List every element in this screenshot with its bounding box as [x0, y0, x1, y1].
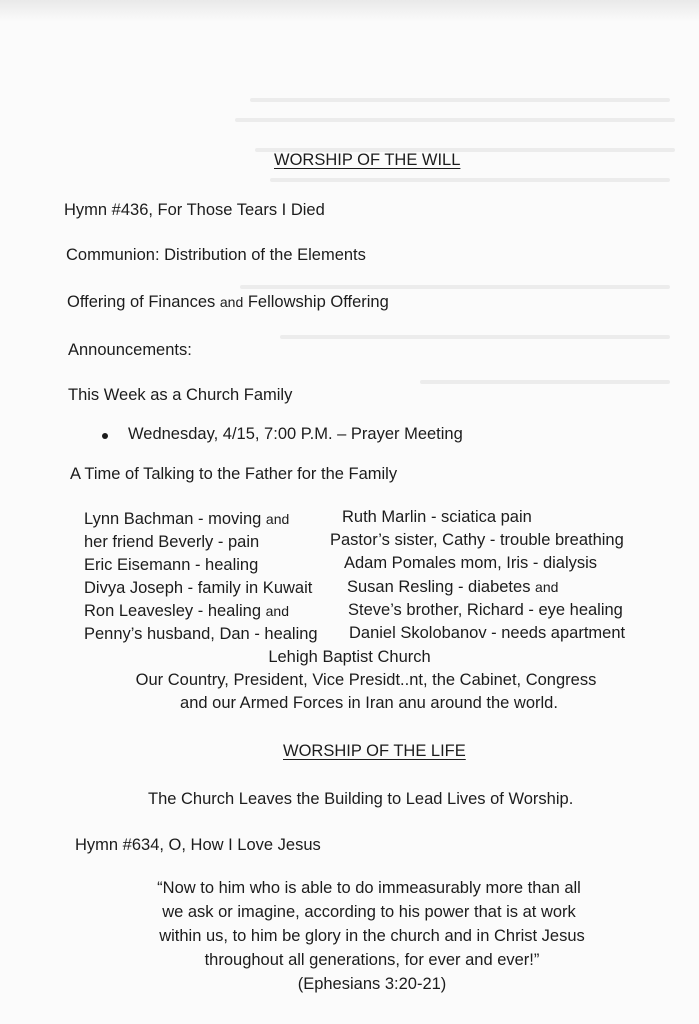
offering-finances: Offering of Finances: [67, 293, 216, 311]
bleed-through-mark: [250, 98, 670, 102]
announcements-label: Announcements:: [68, 341, 192, 359]
prayer-item-right: Steve’s brother, Richard - eye healing: [348, 601, 623, 619]
bleed-through-mark: [420, 380, 670, 384]
offering-fellowship: Fellowship Offering: [247, 293, 389, 311]
offering-line: [67, 292, 389, 312]
prayer-item-left: Divya Joseph - family in Kuwait: [84, 579, 313, 597]
prayer-time-heading: A Time of Talking to the Father for the Family: [70, 465, 398, 483]
prayer-item-left: Ron Leavesley - healing and: [84, 602, 289, 620]
scan-edge-shadow: [0, 0, 699, 22]
bleed-through-mark: [280, 335, 670, 339]
forces-prayer-line: and our Armed Forces in Iran anu around the world.: [180, 694, 558, 712]
bullet-icon: [102, 433, 108, 439]
section-heading-will: WORSHIP OF THE WILL: [274, 151, 461, 169]
this-week-label: This Week as a Church Family: [68, 386, 293, 404]
scripture-quote-line: within us, to him be glory in the church and in Christ Jesus: [159, 927, 585, 945]
country-prayer-line: Our Country, President, Vice Presidt..nt, the Cabinet, Congress: [135, 671, 597, 689]
bleed-through-mark: [235, 118, 675, 122]
scripture-quote-line: “Now to him who is able to do immeasurably more than all: [157, 879, 581, 897]
scripture-quote-line: we ask or imagine, according to his power that is at work: [162, 903, 576, 921]
church-name: Lehigh Baptist Church: [268, 648, 431, 666]
hymn-634: Hymn #634, O, How I Love Jesus: [75, 836, 321, 854]
scripture-reference: (Ephesians 3:20-21): [297, 975, 447, 993]
section-heading-life: WORSHIP OF THE LIFE: [283, 742, 466, 760]
bleed-through-mark: [270, 178, 670, 182]
prayer-item-left: Lynn Bachman - moving and: [84, 510, 290, 528]
hymn-436: Hymn #436, For Those Tears I Died: [64, 201, 325, 219]
prayer-item-left: Eric Eisemann - healing: [84, 556, 259, 574]
offering-and: and: [219, 294, 244, 310]
church-leaves-line: The Church Leaves the Building to Lead Lives of Worship.: [148, 790, 574, 808]
scripture-quote-line: throughout all generations, for ever and ever!”: [204, 951, 540, 969]
prayer-item-right: Adam Pomales mom, Iris - dialysis: [344, 554, 598, 572]
prayer-item-right: Pastor’s sister, Cathy - trouble breathing: [330, 531, 624, 549]
prayer-meeting-event: Wednesday, 4/15, 7:00 P.M. – Prayer Meeting: [128, 425, 463, 443]
prayer-item-right: Ruth Marlin - sciatica pain: [342, 508, 532, 526]
prayer-item-left: Penny’s husband, Dan - healing: [84, 625, 318, 643]
bleed-through-mark: [240, 285, 670, 289]
prayer-item-right: Susan Resling - diabetes and: [347, 578, 559, 596]
prayer-item-left: her friend Beverly - pain: [84, 533, 260, 551]
communion-line: Communion: Distribution of the Elements: [66, 246, 366, 264]
prayer-item-right: Daniel Skolobanov - needs apartment: [349, 624, 626, 642]
